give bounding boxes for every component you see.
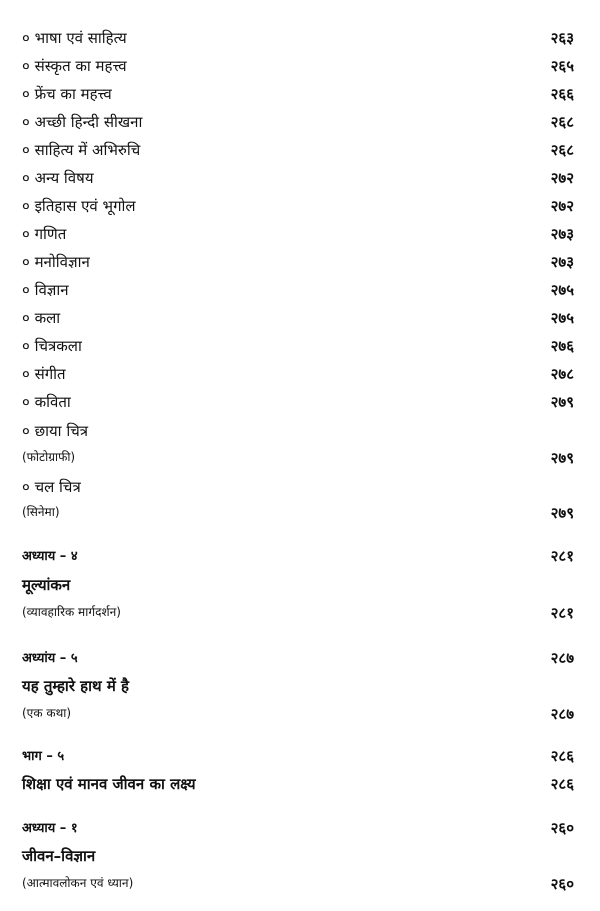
section-subtitle: (एक कथा)	[22, 706, 72, 720]
entry-page: २७२	[550, 169, 574, 187]
entry-label: (सिनेमा)	[22, 505, 60, 519]
subtitle-page: २८१	[550, 604, 574, 622]
entry-page: २७३	[550, 225, 574, 243]
chapter-page: २८७	[550, 649, 574, 667]
section-subtitle: (आत्मावलोकन एवं ध्यान)	[22, 876, 134, 890]
section-title: जीवन–विज्ञान	[22, 847, 96, 865]
chapter-label: अध्याय – ४	[22, 549, 78, 564]
chapter-page: २८१	[550, 547, 574, 565]
entry-page: २७२	[550, 197, 574, 215]
section-title: यह तुम्हारे हाथ में है	[22, 677, 129, 695]
entry-page: २७९	[550, 449, 574, 467]
entry-label: ० भाषा एवं साहित्य	[22, 29, 127, 47]
entry-label: ० चित्रकला	[22, 337, 82, 355]
chapter-label: अध्यांय – ५	[22, 651, 78, 666]
entry-label: ० इतिहास एवं भूगोल	[22, 197, 136, 215]
chapter-label: भाग – ५	[22, 749, 65, 764]
entry-label: (फोटोग्राफी)	[22, 450, 76, 464]
entry-page: २६६	[550, 85, 574, 103]
entry-label: ० विज्ञान	[22, 281, 69, 299]
entry-label: ० गणित	[22, 225, 67, 243]
chapter-label: अध्याय – १	[22, 821, 78, 836]
subtitle-page: २८७	[550, 705, 574, 723]
entry-label: ० साहित्य में अभिरुचि	[22, 141, 141, 159]
entry-label: ० संस्कृत का महत्त्व	[22, 57, 127, 75]
entry-label: ० मनोविज्ञान	[22, 253, 90, 271]
section-title: मूल्यांकन	[22, 576, 71, 594]
entry-label: ० कविता	[22, 393, 71, 411]
entry-label: ० छाया चित्र	[22, 422, 89, 440]
entry-label: ० चल चित्र	[22, 478, 81, 496]
entry-label: ० अच्छी हिन्दी सीखना	[22, 113, 143, 131]
entry-label: ० संगीत	[22, 365, 66, 383]
entry-page: २६८	[550, 141, 574, 159]
subtitle-page: २६०	[550, 875, 574, 893]
entry-label: ० फ्रेंच का महत्त्व	[22, 85, 112, 103]
entry-label: ० कला	[22, 309, 61, 327]
entry-page: २७६	[550, 337, 574, 355]
entry-page: २७८	[550, 365, 574, 383]
entry-label: ० अन्य विषय	[22, 169, 94, 187]
entry-page: २६८	[550, 113, 574, 131]
section-title: शिक्षा एवं मानव जीवन का लक्ष्य	[22, 775, 196, 793]
entry-page: २७३	[550, 253, 574, 271]
entry-page: २६३	[550, 29, 574, 47]
chapter-page: २६०	[550, 819, 574, 837]
chapter-page: २८६	[550, 747, 574, 765]
title-page: २८६	[550, 775, 574, 793]
entry-page: २७५	[550, 281, 574, 299]
section-subtitle: (व्यावहारिक मार्गदर्शन)	[22, 605, 121, 619]
entry-page: २७९	[550, 504, 574, 522]
entry-page: २७५	[550, 309, 574, 327]
entry-page: २७९	[550, 393, 574, 411]
entry-page: २६५	[550, 57, 574, 75]
